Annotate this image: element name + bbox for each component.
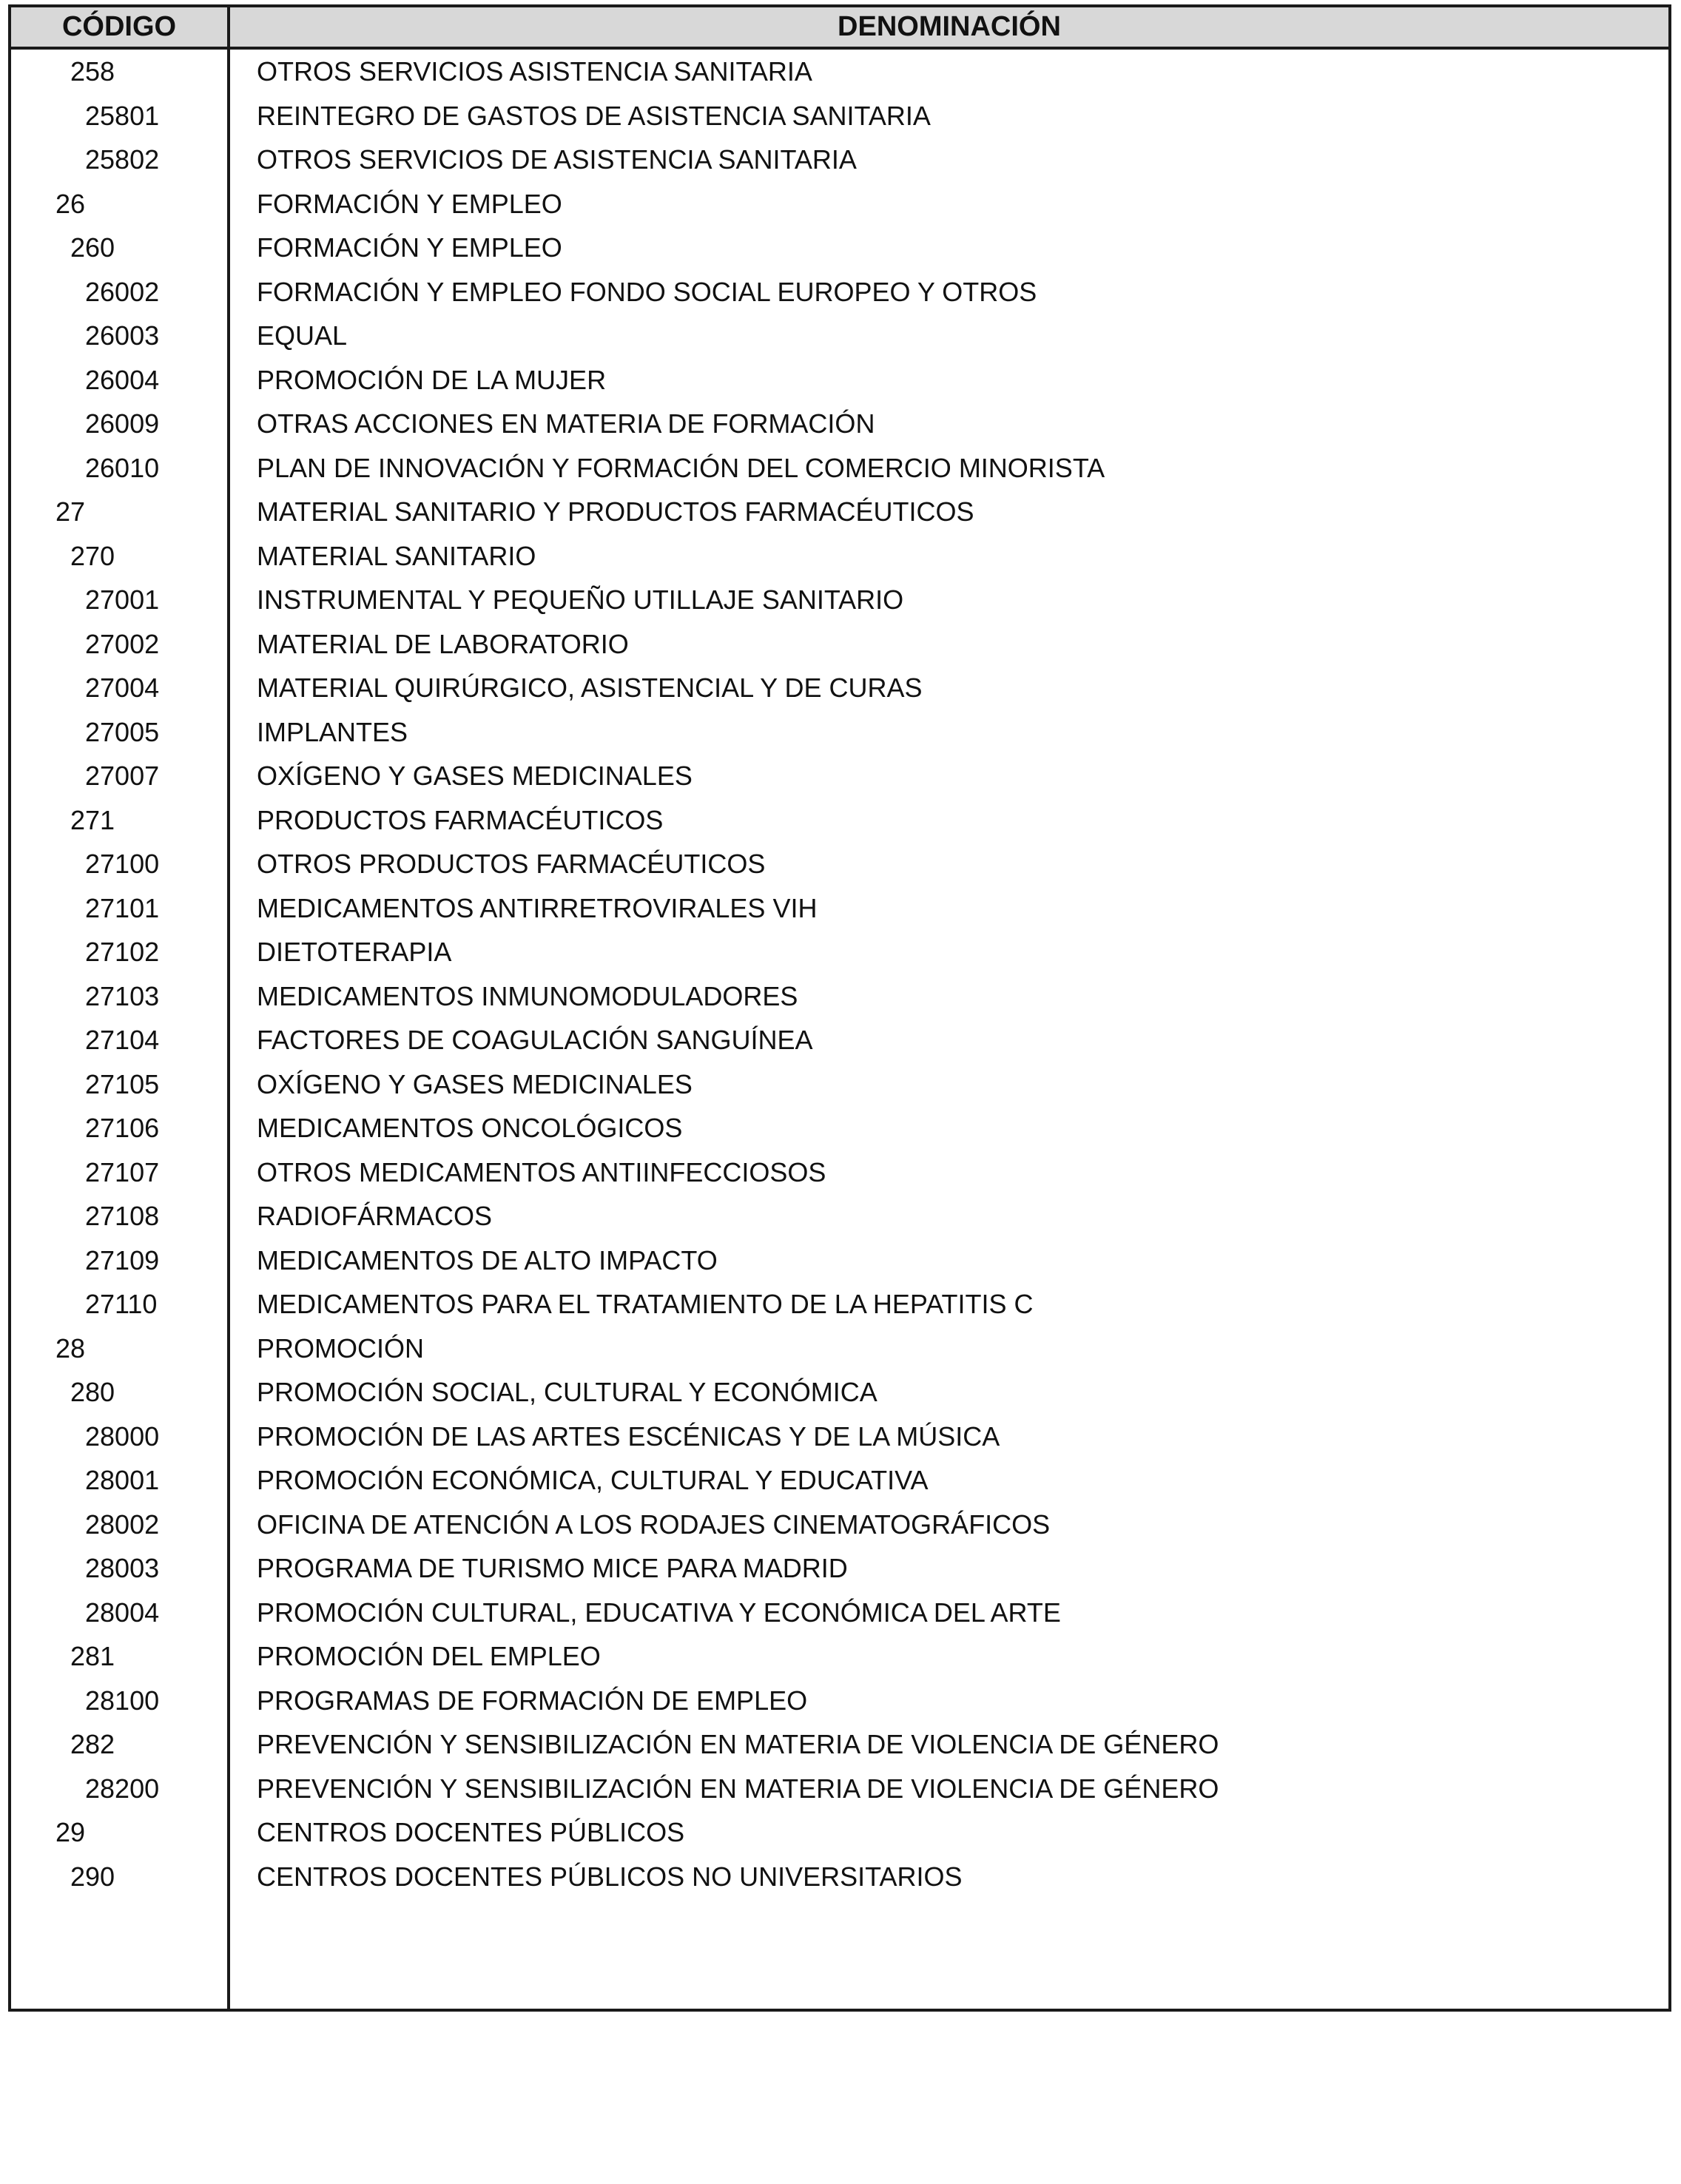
row-code: 27105	[85, 1068, 160, 1099]
row-code: 27004	[85, 673, 160, 703]
table-row	[11, 1679, 1668, 1723]
table-row	[11, 1106, 1668, 1150]
row-denomination: PROMOCIÓN	[257, 1332, 425, 1364]
table-row	[11, 1855, 1668, 1899]
row-denomination: REINTEGRO DE GASTOS DE ASISTENCIA SANITARIA	[257, 100, 931, 131]
table-row	[11, 50, 1668, 94]
row-denomination: PROMOCIÓN DE LAS ARTES ESCÉNICAS Y DE LA MÚSICA	[257, 1420, 1000, 1452]
row-code: 28002	[85, 1509, 160, 1540]
table-row	[11, 314, 1668, 358]
row-denomination: PREVENCIÓN Y SENSIBILIZACIÓN EN MATERIA DE VIOLENCIA DE GÉNERO	[257, 1773, 1219, 1804]
row-code: 28	[55, 1332, 86, 1364]
row-denomination: PROMOCIÓN CULTURAL, EDUCATIVA Y ECONÓMICA DEL ARTE	[257, 1597, 1061, 1628]
row-denomination: PRODUCTOS FARMACÉUTICOS	[257, 804, 664, 835]
row-code: 28004	[85, 1597, 160, 1628]
row-denomination: PROMOCIÓN ECONÓMICA, CULTURAL Y EDUCATIVA	[257, 1465, 929, 1495]
table-row	[11, 358, 1668, 402]
row-code: 27101	[85, 892, 160, 923]
row-denomination: DIETOTERAPIA	[257, 937, 452, 967]
row-code: 29	[55, 1817, 86, 1847]
table-header	[11, 7, 1668, 50]
row-denomination: MEDICAMENTOS PARA EL TRATAMIENTO DE LA HEPATITIS C	[257, 1289, 1034, 1319]
table-row	[11, 1591, 1668, 1635]
row-denomination: OTROS PRODUCTOS FARMACÉUTICOS	[257, 849, 766, 879]
row-denomination: IMPLANTES	[257, 716, 408, 747]
row-denomination: FORMACIÓN Y EMPLEO	[257, 188, 562, 219]
table-row	[11, 666, 1668, 710]
row-code: 27002	[85, 628, 160, 659]
row-denomination: OXÍGENO Y GASES MEDICINALES	[257, 1068, 693, 1099]
table-row	[11, 1458, 1668, 1503]
table-row	[11, 1150, 1668, 1195]
row-code: 26009	[85, 408, 160, 439]
row-code: 27001	[85, 584, 160, 615]
table-row	[11, 1282, 1668, 1327]
row-denomination: PROMOCIÓN DEL EMPLEO	[257, 1641, 601, 1671]
row-code: 26010	[85, 452, 160, 483]
row-code: 28003	[85, 1553, 160, 1583]
table-row	[11, 622, 1668, 667]
row-denomination: FORMACIÓN Y EMPLEO	[257, 232, 562, 263]
table-row	[11, 138, 1668, 182]
row-code: 27102	[85, 937, 160, 967]
table-row	[11, 798, 1668, 843]
table-row	[11, 94, 1668, 138]
row-denomination: PROMOCIÓN DE LA MUJER	[257, 364, 607, 395]
row-code: 258	[70, 56, 115, 87]
row-code: 27100	[85, 849, 160, 879]
row-code: 26003	[85, 320, 160, 351]
row-denomination: OTRAS ACCIONES EN MATERIA DE FORMACIÓN	[257, 408, 875, 439]
row-denomination: MATERIAL QUIRÚRGICO, ASISTENCIAL Y DE CURAS	[257, 673, 923, 703]
row-code: 27107	[85, 1156, 160, 1187]
row-code: 27110	[85, 1289, 158, 1319]
table-row	[11, 490, 1668, 534]
row-code: 27	[55, 496, 86, 527]
row-denomination: MATERIAL DE LABORATORIO	[257, 628, 629, 659]
row-code: 27108	[85, 1201, 160, 1231]
row-code: 26002	[85, 276, 160, 307]
row-denomination: INSTRUMENTAL Y PEQUEÑO UTILLAJE SANITARIO	[257, 584, 904, 615]
row-denomination: MEDICAMENTOS INMUNOMODULADORES	[257, 980, 798, 1011]
row-denomination: PREVENCIÓN Y SENSIBILIZACIÓN EN MATERIA DE VIOLENCIA DE GÉNERO	[257, 1729, 1219, 1759]
row-code: 280	[70, 1377, 115, 1407]
row-denomination: CENTROS DOCENTES PÚBLICOS	[257, 1817, 685, 1847]
table-row	[11, 226, 1668, 270]
row-denomination: OTROS SERVICIOS ASISTENCIA SANITARIA	[257, 56, 812, 87]
column-header-code: CÓDIGO	[61, 11, 177, 42]
row-code: 25802	[85, 144, 160, 175]
row-code: 270	[70, 540, 115, 571]
row-denomination: PROGRAMAS DE FORMACIÓN DE EMPLEO	[257, 1685, 808, 1716]
row-denomination: MATERIAL SANITARIO	[257, 540, 536, 571]
table-body	[11, 50, 1668, 1898]
table-row	[11, 1503, 1668, 1547]
row-denomination: PLAN DE INNOVACIÓN Y FORMACIÓN DEL COMERCIO MINORISTA	[257, 452, 1105, 483]
row-code: 25801	[85, 100, 160, 131]
row-denomination: FORMACIÓN Y EMPLEO FONDO SOCIAL EUROPEO Y OTROS	[257, 276, 1037, 307]
table-row	[11, 974, 1668, 1019]
row-denomination: CENTROS DOCENTES PÚBLICOS NO UNIVERSITARIOS	[257, 1861, 963, 1892]
row-denomination: PROGRAMA DE TURISMO MICE PARA MADRID	[257, 1553, 848, 1583]
table-row	[11, 182, 1668, 226]
table-row	[11, 1722, 1668, 1767]
table-row	[11, 1767, 1668, 1811]
row-code: 27005	[85, 716, 160, 747]
table-row	[11, 446, 1668, 491]
table-row	[11, 402, 1668, 446]
row-code: 27103	[85, 980, 160, 1011]
table-row	[11, 1634, 1668, 1679]
table-row	[11, 1062, 1668, 1107]
budget-code-table	[8, 4, 1671, 2012]
row-denomination: PROMOCIÓN SOCIAL, CULTURAL Y ECONÓMICA	[257, 1377, 877, 1407]
row-code: 27109	[85, 1244, 160, 1275]
row-code: 260	[70, 232, 115, 263]
row-code: 281	[70, 1641, 115, 1671]
table-row	[11, 710, 1668, 755]
row-code: 27007	[85, 761, 160, 791]
row-code: 27106	[85, 1113, 160, 1143]
row-code: 26	[55, 188, 86, 219]
row-denomination: OTROS SERVICIOS DE ASISTENCIA SANITARIA	[257, 144, 857, 175]
row-code: 282	[70, 1729, 115, 1759]
row-code: 27104	[85, 1025, 160, 1055]
row-denomination: OFICINA DE ATENCIÓN A LOS RODAJES CINEMATOGRÁFICOS	[257, 1509, 1051, 1540]
table-row	[11, 270, 1668, 314]
row-denomination: RADIOFÁRMACOS	[257, 1201, 493, 1231]
table-row	[11, 1546, 1668, 1591]
row-denomination: OTROS MEDICAMENTOS ANTIINFECCIOSOS	[257, 1156, 826, 1187]
table-row	[11, 578, 1668, 622]
row-denomination: MEDICAMENTOS ANTIRRETROVIRALES VIH	[257, 892, 818, 923]
table-row	[11, 1238, 1668, 1283]
table-row	[11, 754, 1668, 798]
table-row	[11, 842, 1668, 886]
table-row	[11, 1810, 1668, 1855]
row-code: 28000	[85, 1420, 160, 1452]
table-row	[11, 1018, 1668, 1062]
table-row	[11, 1415, 1668, 1459]
row-code: 28100	[85, 1685, 160, 1716]
row-code: 28200	[85, 1773, 160, 1804]
table-row	[11, 1370, 1668, 1415]
row-denomination: EQUAL	[257, 320, 348, 351]
column-header-name: DENOMINACIÓN	[838, 11, 1061, 42]
row-denomination: FACTORES DE COAGULACIÓN SANGUÍNEA	[257, 1025, 813, 1055]
row-denomination: OXÍGENO Y GASES MEDICINALES	[257, 761, 693, 791]
row-code: 290	[70, 1861, 115, 1892]
row-code: 26004	[85, 364, 160, 395]
row-denomination: MEDICAMENTOS ONCOLÓGICOS	[257, 1113, 683, 1143]
table-row	[11, 1327, 1668, 1371]
table-row	[11, 886, 1668, 931]
row-denomination: MATERIAL SANITARIO Y PRODUCTOS FARMACÉUTICOS	[257, 496, 974, 527]
table-row	[11, 930, 1668, 974]
table-row	[11, 534, 1668, 579]
row-code: 271	[70, 804, 115, 835]
row-code: 28001	[85, 1465, 160, 1495]
table-row	[11, 1194, 1668, 1238]
row-denomination: MEDICAMENTOS DE ALTO IMPACTO	[257, 1244, 718, 1275]
